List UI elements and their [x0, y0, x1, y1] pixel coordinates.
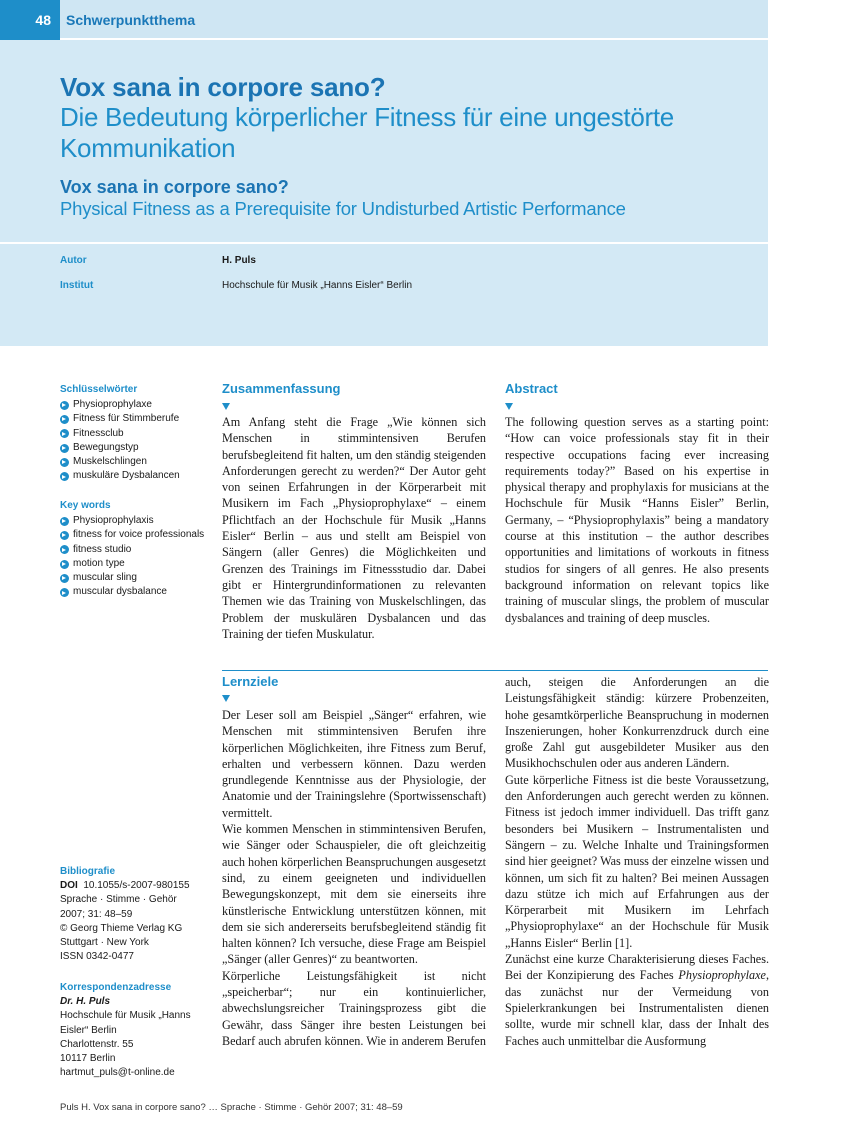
- header-divider: [0, 242, 768, 244]
- bullet-arrow-icon: [60, 401, 69, 410]
- title-german: Vox sana in corpore sano?: [60, 72, 386, 102]
- paragraph: Zunächst eine kurze Charakterisierung dieses Faches. Bei der Konzipierung des Faches Physioprophylaxe, das zunächst nur der Vermeidung von Spielerkrankungen bei Instrumentalisten dienen sollte, wurde mir schnell klar, dass der Inhalt des Faches auch unmittelbar die Ausformung: [505, 952, 769, 1048]
- title-english: Vox sana in corpore sano?: [60, 177, 289, 197]
- section-divider: [222, 670, 768, 671]
- issn: ISSN 0342-0477: [60, 951, 134, 963]
- zusammenfassung-text: Am Anfang steht die Frage „Wie können sich Menschen in stimmintensiven Berufen berufsbegleitend fit halten, um den ständig steigenden Anforderungen gerecht zu werden?“ Der Autor geht von seinen Erfahrungen in der Körperarbeit mit Musikern im Fach „Physioprophylaxe“ – einem Pflichtfach an der Hochschule für Musik „Hanns Eisler“ Berlin – aus und stellt am Beispiel von Sängern (aller Genres) die Möglichkeiten und Grenzen des Trainings im Fitnessstudio dar. Dabei gibt er Hintergrundinformationen zu relevanten Themen wie das Training von Muskelschlingen, das Problem der muskulären Dysbalancen und das Training der tiefen Muskulatur.: [222, 415, 486, 641]
- copyright: © Georg Thieme Verlag KG: [60, 922, 183, 934]
- keywords-de-heading: Schlüsselwörter: [60, 384, 138, 395]
- keyword-item: fitness studio: [60, 543, 210, 557]
- keyword-item: Physioprophylaxe: [60, 398, 210, 412]
- volume-info: 2007; 31: 48–59: [60, 908, 133, 920]
- subtitle-english: Physical Fitness as a Prerequisite for Undisturbed Artistic Performance: [60, 198, 626, 219]
- bullet-arrow-icon: [60, 560, 69, 569]
- paragraph: auch, steigen die Anforderungen an die Leistungsfähigkeit ständig: kürzere Probenzeiten, hohe gesamtkörperliche Beanspruchung in modernen Inszenierungen, hoher Konkurrenzdruck durch eine große Zahl gut ausgebildeter Musiker aus den Musikhochschulen oder aus anderen Ländern.: [505, 675, 769, 771]
- journal-name: Sprache · Stimme · Gehör: [60, 894, 177, 906]
- bullet-arrow-icon: [60, 415, 69, 424]
- triangle-down-icon: [222, 695, 230, 702]
- correspondence-heading: Korrespondenzadresse: [60, 982, 172, 993]
- subtitle-german: Die Bedeutung körperlicher Fitness für eine ungestörte Kommunikation: [60, 102, 674, 163]
- bullet-arrow-icon: [60, 444, 69, 453]
- correspondence-address: [60, 981, 210, 1080]
- bullet-arrow-icon: [60, 574, 69, 583]
- institute-label: Institut: [60, 280, 94, 291]
- keyword-item: muskuläre Dysbalancen: [60, 469, 210, 483]
- email-link[interactable]: hartmut_puls@t-online.de: [60, 1067, 175, 1079]
- bibliography-heading: Bibliografie: [60, 866, 116, 877]
- correspondent-name: Dr. H. Puls: [60, 996, 111, 1008]
- paragraph: Der Leser soll am Beispiel „Sänger“ erfahren, wie Menschen mit stimmintensiven Berufen ihre körperlichen Möglichkeiten, ihre Fitness zum Beruf, erhalten und verbessern können. Dazu werden grundlegende Kenntnisse aus der Physiologie, der Anatomie und der Trainingslehre (Sportwissenschaft) vermittelt.: [222, 708, 486, 820]
- keyword-item: Fitnessclub: [60, 427, 210, 441]
- keyword-item: Physioprophylaxis: [60, 514, 210, 528]
- triangle-down-icon: [505, 403, 513, 410]
- lernziele-text: [222, 707, 486, 1049]
- address-line: Eisler“ Berlin: [60, 1024, 117, 1036]
- body-right-column: [505, 674, 769, 1049]
- author-label: Autor: [60, 255, 87, 266]
- bullet-arrow-icon: [60, 517, 69, 526]
- footer-citation: Puls H. Vox sana in corpore sano? … Sprache · Stimme · Gehör 2007; 31: 48–59: [60, 1102, 403, 1113]
- abstract-heading: Abstract: [505, 381, 558, 396]
- keywords-en-list: [60, 514, 210, 600]
- institute-value: Hochschule für Musik „Hanns Eisler“ Berlin: [222, 280, 413, 291]
- running-header: [0, 0, 768, 40]
- paragraph: Wie kommen Menschen in stimmintensiven Berufen, wie Sänger oder Schauspieler, die oft gleichzeitig auch hohen körperlichen Beanspruchungen ausgesetzt sind, zu einem geeigneten und individuellen Bewegungskonzept, mit dem sie einerseits ihre künstlerische Entwicklung unterstützen können, mit dem sie sich andererseits berufsbegleitend ständig fit halten können? Ich versuche, diese Frage am Beispiel „Sänger (aller Genres)“ zu beantworten.: [222, 822, 486, 967]
- bullet-arrow-icon: [60, 531, 69, 540]
- keyword-item: motion type: [60, 557, 210, 571]
- bullet-arrow-icon: [60, 472, 69, 481]
- bullet-arrow-icon: [60, 588, 69, 597]
- lernziele-heading: Lernziele: [222, 674, 279, 689]
- keyword-item: Fitness für Stimmberufe: [60, 412, 210, 426]
- keyword-item: Bewegungstyp: [60, 441, 210, 455]
- paragraph: Körperliche Leistungsfähigkeit ist nicht „speicherbar“; nur ein kontinuierlicher, abwechslungsreicher Trainingsprozess gibt die Gewähr, dass Sänger ihre besten Leistungen bei Bedarf auch abrufen können. Wie in anderem Berufen: [222, 968, 486, 1048]
- bibliography: [60, 865, 210, 964]
- page-number: 48: [0, 0, 60, 40]
- bullet-arrow-icon: [60, 545, 69, 554]
- address-line: Hochschule für Musik „Hanns: [60, 1010, 191, 1022]
- publisher-place: Stuttgart · New York: [60, 937, 149, 949]
- keyword-item: Muskelschlingen: [60, 455, 210, 469]
- keyword-item: muscular sling: [60, 571, 210, 585]
- keyword-item: muscular dysbalance: [60, 585, 210, 599]
- keyword-item: fitness for voice professionals: [60, 528, 210, 542]
- header-band: [0, 0, 768, 346]
- address-street: Charlottenstr. 55: [60, 1038, 134, 1050]
- author-value: H. Puls: [222, 255, 256, 266]
- bullet-arrow-icon: [60, 458, 69, 467]
- section-name: Schwerpunktthema: [66, 12, 196, 28]
- zusammenfassung-heading: Zusammenfassung: [222, 381, 341, 396]
- bullet-arrow-icon: [60, 429, 69, 438]
- abstract-text: The following question serves as a starting point: “How can voice professionals stay fit in their respective occupations facing ever increasing requirements today?” Based on his expertise in physical therapy and prophylaxis for musicians at the Hochschule für Musik “Hanns Eisler” Berlin, Germany, – “Physioprophylaxis” being a mandatory course at this institution – the author describes opportunities and limitations of workouts in fitness studios for singers of all genres. He also presents background information on relevant topics like training of muscular slings, the problem of muscular dysbalances and training of deep muscles.: [505, 415, 769, 625]
- triangle-down-icon: [222, 403, 230, 410]
- keywords-de-list: [60, 398, 210, 484]
- keywords-en-heading: Key words: [60, 500, 111, 511]
- paragraph: Gute körperliche Fitness ist die beste Voraussetzung, den Anforderungen auch gerecht werden zu können. Fitness ist jedoch immer individuell. Das trifft ganz besonders bei Musikern – Instrumentalisten und Sängern – zu. Welche Inhalte und Trainingsformen sind hier geeignet? Was muss der einzelne wissen und können, um sich fit zu halten? Bei meinen Aussagen dazu stütze ich mich auf Erfahrungen aus der Körperarbeit mit Musikern im Lehrfach „Physioprophylaxe“ an der Hochschule für Musik „Hanns Eisler“ Berlin [1].: [505, 772, 769, 950]
- doi: DOI 10.1055/s-2007-980155: [60, 880, 190, 892]
- address-city: 10117 Berlin: [60, 1053, 116, 1065]
